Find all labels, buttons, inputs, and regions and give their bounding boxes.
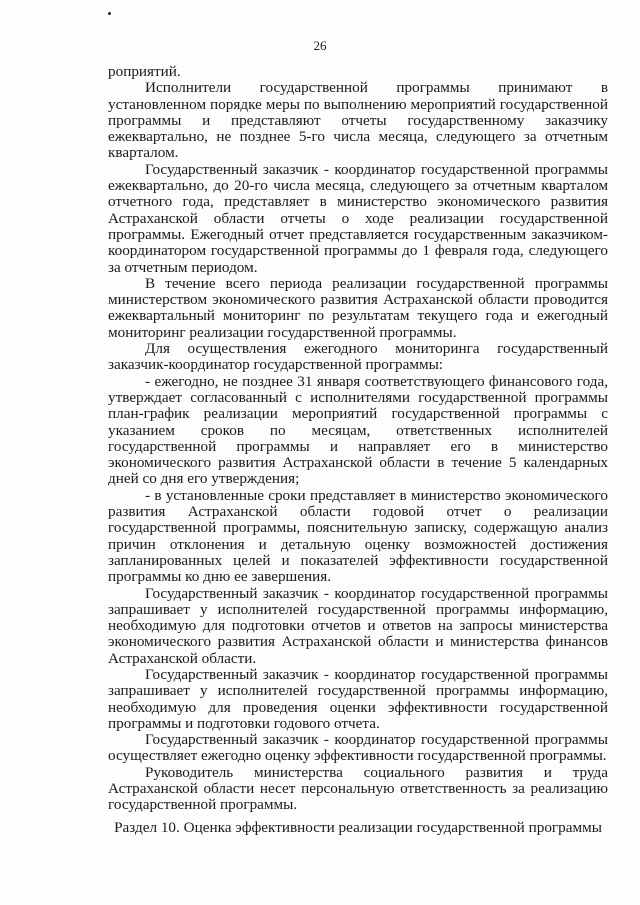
- paragraph-7: Государственный заказчик - координатор государственной программы запрашивает у исполнителей государственной программы информацию, необходимую для проведения оценки эффективности государственной программы и подготовки годового отчета.: [108, 665, 608, 732]
- section-heading: Раздел 10. Оценка эффективности реализации государственной программы: [114, 819, 602, 836]
- paragraph-5: Для осуществления ежегодного мониторинга государственный заказчик-координатор государственной программы:: [108, 340, 608, 374]
- paragraph-1: роприятий.: [108, 63, 181, 80]
- paragraph-8: Государственный заказчик - координатор государственной программы осуществляет ежегодно оценку эффективности государственной программы.: [108, 731, 608, 765]
- paragraph-2: Исполнители государственной программы принимают в установленном порядке меры по выполнению мероприятий государственной программы и представляют отчеты государственному заказчику ежеквартально, не позднее 5-го числа месяца, следующего за отчетным кварталом.: [108, 79, 608, 162]
- page-number: 26: [313, 38, 327, 53]
- paragraph-9: Руководитель министерства социального развития и труда Астраханской области несет персональную ответственность за реализацию государственной программы.: [108, 763, 608, 814]
- list-item-2: - в установленные сроки представляет в министерство экономического развития Астраханской области годовой отчет о реализации государственной программы, пояснительную записку, содержащую анализ причин отклонения и детальную оценку возможностей достижения запланированных целей и показателей эффективности государственной программы ко дню ее завершения.: [108, 486, 608, 586]
- paragraph-6: Государственный заказчик - координатор государственной программы запрашивает у исполнителей государственной программы информацию, необходимую для подготовки отчетов и ответов на запросы министерства экономического развития Астраханской области и министерства финансов Астраханской области.: [108, 584, 608, 667]
- scan-speck: [108, 12, 111, 15]
- paragraph-4: В течение всего периода реализации государственной программы министерством экономического развития Астраханской области проводится ежеквартальный мониторинг по результатам текущего года и ежегодный мониторинг реализации государственной программы.: [108, 274, 608, 341]
- body-text: [108, 64, 608, 814]
- paragraph-3: Государственный заказчик - координатор государственной программы ежеквартально, до 20-го числа месяца, следующего за отчетным кварталом отчетного года, представляет в министерство экономического развития Астраханской области отчеты о ходе реализации государственной программы. Ежегодный отчет представляется государственным заказчиком-координатором государственной программы до 1 февраля года, следующего за отчетным периодом.: [108, 160, 608, 276]
- list-item-1: - ежегодно, не позднее 31 января соответствующего финансового года, утверждает согласованный с исполнителями государственной программы план-график реализации мероприятий государственной программы с указанием сроков по месяцам, ответственных исполнителей государственной программы и направляет его в министерство экономического развития Астраханской области в течение 5 календарных дней со дня его утверждения;: [108, 372, 608, 488]
